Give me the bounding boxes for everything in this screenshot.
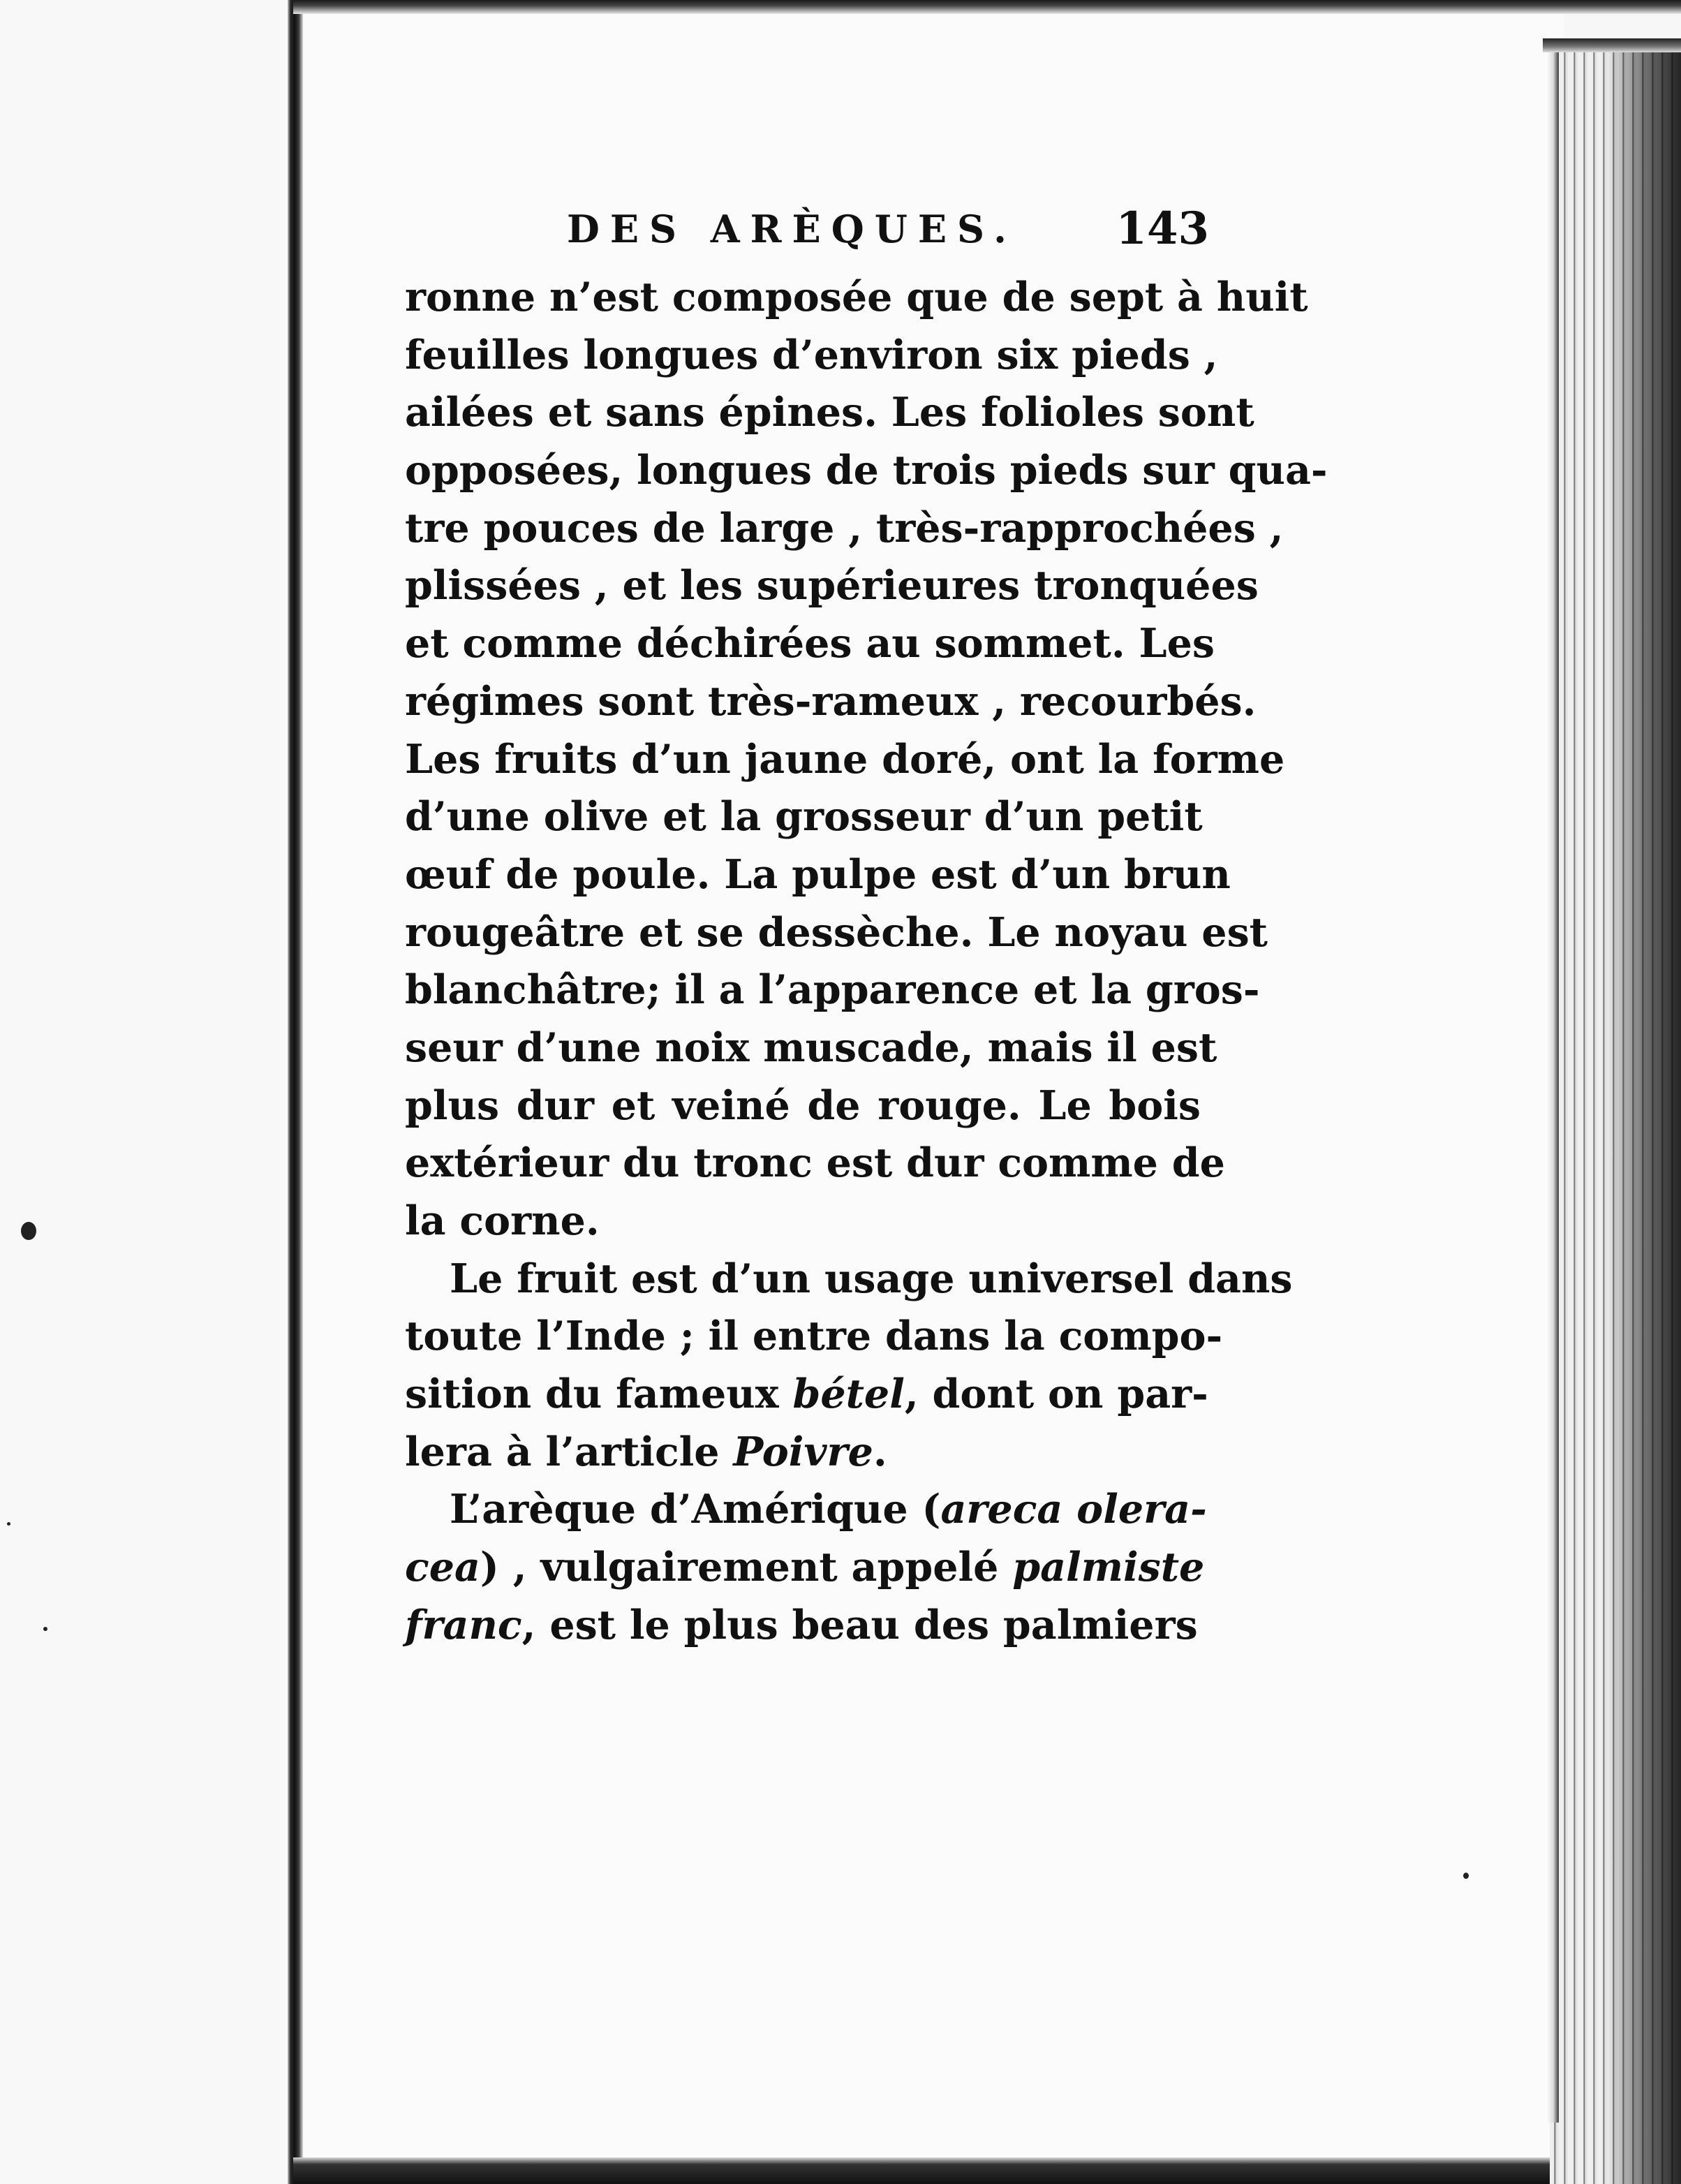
ink-speck: [1463, 1873, 1469, 1879]
italic-term: franc: [405, 1601, 522, 1648]
italic-term: bétel: [792, 1371, 905, 1418]
text-run: ) , vulgairement appelé: [480, 1544, 1013, 1591]
running-title: DES ARÈQUES.: [567, 207, 1017, 251]
paragraph: [405, 1481, 1207, 1654]
text-run: ronne n’est composée que de sept à huit: [405, 274, 1308, 320]
text-line: [405, 1481, 1207, 1539]
text-line: [405, 961, 1260, 1019]
italic-term: areca olera-: [940, 1486, 1207, 1533]
text-line: [405, 1193, 1201, 1250]
text-run: lera à l’article: [405, 1428, 734, 1475]
text-run: régimes sont très-rameux , recourbés.: [405, 677, 1257, 725]
blank-left-page: [0, 0, 288, 2184]
text-line: [405, 788, 1201, 846]
running-header: [567, 201, 1209, 257]
text-line: [405, 904, 1268, 962]
text-run: extérieur du tronc est dur comme de: [405, 1139, 1225, 1187]
body-text: [405, 269, 1328, 1655]
text-line: [405, 846, 1231, 904]
scan-bottom-shadow: [293, 2157, 1681, 2184]
paragraph: [405, 1250, 1293, 1482]
text-run: d’une olive et la grosseur d’un petit: [405, 793, 1203, 841]
text-line: [405, 1366, 1208, 1424]
text-run: , dont on par-: [904, 1371, 1208, 1418]
text-run: L’arèque d’Amérique (: [450, 1486, 941, 1533]
text-run: sition du fameux: [405, 1371, 793, 1418]
gutter-fold: [288, 0, 303, 2184]
text-line: [405, 327, 1218, 385]
paragraph: [405, 269, 1328, 1250]
italic-term: Poivre: [733, 1428, 873, 1475]
text-line: [405, 1539, 1205, 1597]
page-number: 143: [1116, 202, 1209, 255]
text-line: [405, 500, 1284, 558]
ink-speck: [43, 1627, 47, 1631]
text-run: , est le plus beau des palmiers: [521, 1601, 1198, 1648]
text-run: plissées , et les supérieures tronquées: [405, 562, 1259, 610]
text-line: [405, 442, 1328, 500]
text-run: blanchâtre; il a l’apparence et la gros-: [405, 966, 1260, 1014]
italic-term: palmiste: [1012, 1544, 1205, 1591]
text-run: Les fruits d’un jaune doré, ont la forme: [405, 735, 1285, 783]
page-fore-edge: [1546, 42, 1559, 2123]
text-run: œuf de poule. La pulpe est d’un brun: [405, 850, 1231, 898]
text-run: .: [873, 1428, 887, 1475]
text-line: [405, 1019, 1217, 1077]
text-run: toute l’Inde ; il entre dans la compo-: [405, 1313, 1223, 1360]
text-line: [405, 1250, 1293, 1308]
text-run: Le fruit est d’un usage universel dans: [450, 1255, 1293, 1302]
text-line: [405, 1308, 1223, 1366]
text-run: la corne.: [405, 1197, 600, 1244]
text-line: [405, 1424, 1201, 1482]
text-run: plus dur et veiné de rouge. Le bois: [405, 1082, 1201, 1129]
text-run: opposées, longues de trois pieds sur qua-: [405, 447, 1328, 494]
page-corner: [1543, 38, 1681, 52]
text-run: feuilles longues d’environ six pieds ,: [405, 331, 1218, 378]
text-line: [405, 673, 1257, 731]
scan-top-shadow: [293, 0, 1681, 14]
page-edge-shadow: [1606, 42, 1681, 2184]
text-line: [405, 1597, 1201, 1655]
text-run: tre pouces de large , très-rapprochées ,: [405, 504, 1284, 552]
text-run: seur d’une noix muscade, mais il est: [405, 1024, 1217, 1071]
text-run: rougeâtre et se dessèche. Le noyau est: [405, 908, 1268, 956]
text-line: [405, 1135, 1225, 1193]
text-line: [405, 731, 1285, 789]
text-line: [405, 269, 1308, 327]
text-line: [405, 384, 1254, 442]
text-line: [405, 557, 1259, 615]
text-run: ailées et sans épines. Les folioles sont: [405, 389, 1254, 436]
text-line: [405, 1077, 1201, 1135]
ink-speck: [7, 1522, 10, 1526]
italic-term: cea: [405, 1544, 480, 1591]
text-line: [405, 615, 1215, 673]
ink-speck: [21, 1222, 36, 1240]
text-run: et comme déchirées au sommet. Les: [405, 620, 1215, 667]
